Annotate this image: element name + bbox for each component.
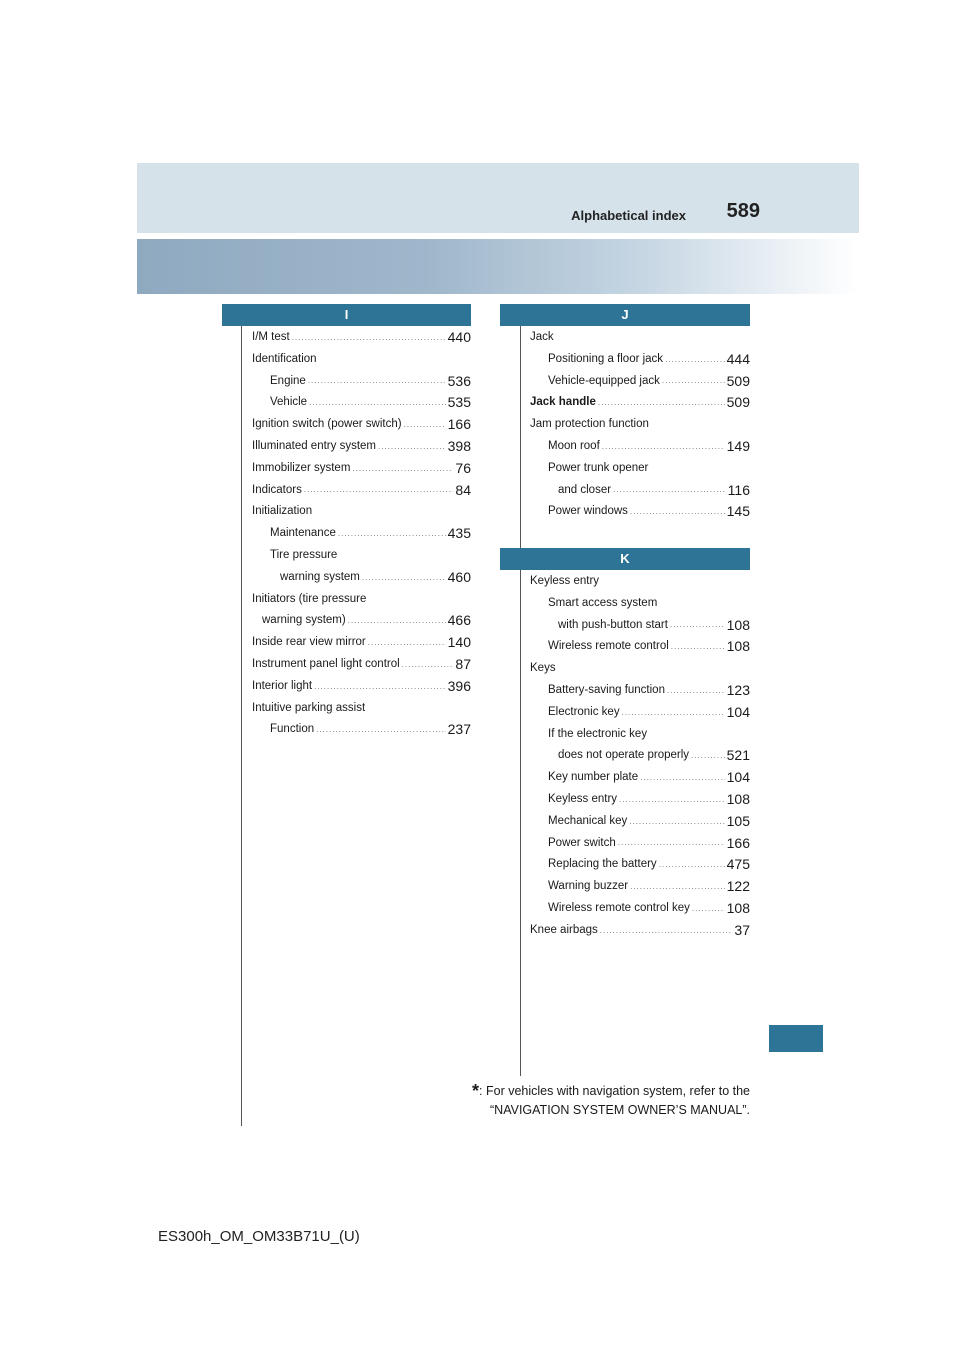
index-entry	[530, 480, 750, 502]
index-entry-page: 140	[447, 634, 471, 651]
dot-leader	[692, 905, 725, 913]
dot-leader	[338, 530, 446, 538]
index-column-j	[530, 327, 750, 523]
gradient-band	[137, 239, 859, 294]
index-entry	[530, 571, 750, 593]
index-entry-label: Wireless remote control	[548, 640, 669, 653]
index-entry-label: Interior light	[252, 679, 313, 692]
index-entry-label: Ignition switch (power switch)	[252, 418, 402, 431]
dot-leader	[670, 621, 725, 629]
index-entry	[530, 458, 750, 480]
index-entry-label: Initialization	[252, 505, 313, 518]
index-entry-page: 108	[726, 616, 750, 633]
index-entry	[530, 702, 750, 724]
index-entry	[252, 414, 471, 436]
index-entry	[252, 676, 471, 698]
index-entry-label: Smart access system	[548, 596, 658, 609]
index-entry-label: Power windows	[548, 505, 628, 518]
index-entry	[530, 371, 750, 393]
index-entry-label: Power switch	[548, 836, 616, 849]
index-entry-page: 535	[447, 394, 471, 411]
index-entry-label: and closer	[558, 483, 612, 496]
dot-leader	[662, 377, 725, 385]
index-entry	[530, 680, 750, 702]
index-entry-label: Intuitive parking assist	[252, 701, 366, 714]
dot-leader	[619, 796, 725, 804]
index-entry-page: 536	[447, 372, 471, 389]
index-entry-page: 122	[726, 878, 750, 895]
dot-leader	[630, 508, 725, 516]
index-entry-page: 108	[726, 899, 750, 916]
index-entry-label: Vehicle	[270, 396, 308, 409]
index-entry-label: Keys	[530, 662, 556, 675]
index-column-k	[530, 571, 750, 942]
index-entry	[252, 371, 471, 393]
index-entry	[530, 349, 750, 371]
dot-leader	[622, 709, 725, 717]
index-entry-label: Inside rear view mirror	[252, 636, 366, 649]
dot-leader	[362, 574, 446, 582]
index-entry-page: 76	[455, 459, 471, 476]
index-entry-page: 123	[726, 681, 750, 698]
dot-leader	[308, 377, 446, 385]
index-entry	[252, 349, 471, 371]
index-entry-page: 145	[726, 503, 750, 520]
dot-leader	[304, 486, 454, 494]
index-entry	[252, 610, 471, 632]
dot-leader	[602, 443, 725, 451]
index-entry	[530, 833, 750, 855]
section-header-j: J	[500, 304, 750, 326]
dot-leader	[309, 399, 446, 407]
index-entry	[252, 632, 471, 654]
dot-leader	[630, 883, 725, 891]
index-entry-page: 149	[726, 437, 750, 454]
footnote-star: *	[472, 1081, 480, 1101]
dot-leader	[659, 861, 725, 869]
index-entry-label: Electronic key	[548, 705, 620, 718]
index-entry-label: Function	[270, 723, 315, 736]
index-entry	[530, 920, 750, 942]
index-entry-label: Jack	[530, 331, 554, 343]
index-entry-page: 509	[726, 394, 750, 411]
index-entry-label: Illuminated entry system	[252, 439, 376, 452]
footnote-line-1: : For vehicles with navigation system, refer to the	[479, 1084, 750, 1098]
index-entry-label: Keyless entry	[530, 575, 600, 587]
dot-leader	[352, 465, 453, 473]
index-entry	[530, 745, 750, 767]
index-entry-page: 440	[447, 329, 471, 345]
index-entry-page: 108	[726, 638, 750, 655]
page-title: Alphabetical index	[571, 208, 686, 223]
index-entry	[530, 767, 750, 789]
index-entry	[252, 436, 471, 458]
index-entry-page: 444	[726, 350, 750, 367]
index-entry	[252, 698, 471, 720]
index-entry	[252, 545, 471, 567]
index-entry	[252, 523, 471, 545]
index-entry-label: does not operate properly	[558, 749, 690, 762]
footnote-line-2: “NAVIGATION SYSTEM OWNER’S MANUAL”.	[490, 1103, 750, 1117]
index-entry	[530, 898, 750, 920]
dot-leader	[404, 421, 446, 429]
index-entry-label: Jam protection function	[530, 418, 649, 431]
index-entry-page: 521	[726, 747, 750, 764]
index-entry-label: Immobilizer system	[252, 461, 351, 474]
index-entry-label: Wireless remote control key	[548, 901, 690, 914]
index-entry-label: Key number plate	[548, 771, 639, 784]
index-entry	[530, 392, 750, 414]
page-number: 589	[726, 200, 760, 222]
index-entry-page: 460	[447, 568, 471, 585]
dot-leader	[613, 486, 726, 494]
dot-leader	[629, 818, 724, 826]
section-header-k: K	[500, 548, 750, 570]
dot-leader	[316, 726, 446, 734]
index-entry	[530, 615, 750, 637]
index-entry	[530, 327, 750, 349]
index-entry-page: 398	[447, 437, 471, 454]
dot-leader	[368, 639, 446, 647]
index-entry-label: Identification	[252, 352, 317, 365]
index-entry-label: warning system	[280, 570, 360, 583]
index-entry-label: Instrument panel light control	[252, 657, 400, 670]
dot-leader	[640, 774, 725, 782]
section-header-i: I	[222, 304, 471, 326]
index-entry-label: If the electronic key	[548, 727, 648, 740]
index-entry	[530, 501, 750, 523]
index-entry	[252, 567, 471, 589]
dot-leader	[671, 643, 725, 651]
footnote	[472, 1082, 750, 1120]
dot-leader	[348, 617, 446, 625]
index-entry-label: Replacing the battery	[548, 858, 657, 871]
index-entry	[530, 436, 750, 458]
index-column-i	[252, 327, 471, 741]
index-entry-page: 104	[726, 769, 750, 786]
index-entry-label: with push-button start	[558, 618, 668, 631]
index-entry	[530, 414, 750, 436]
index-entry-page: 237	[447, 721, 471, 738]
column-divider-left	[241, 318, 242, 1126]
index-entry-label: Maintenance	[270, 527, 336, 540]
index-entry-label: Indicators	[252, 483, 302, 496]
index-entry-page: 466	[447, 612, 471, 629]
index-entry-label: warning system)	[262, 614, 346, 627]
index-entry-page: 435	[447, 525, 471, 542]
index-entry-page: 84	[455, 481, 471, 498]
dot-leader	[667, 687, 725, 695]
index-entry	[530, 636, 750, 658]
index-entry-label: Warning buzzer	[548, 880, 629, 893]
index-entry-page: 116	[727, 481, 750, 498]
index-entry-page: 37	[734, 921, 750, 938]
index-entry	[252, 654, 471, 676]
index-entry-label: Mechanical key	[548, 814, 628, 827]
index-entry	[252, 327, 471, 349]
index-entry-page: 104	[726, 703, 750, 720]
index-entry-label: Tire pressure	[270, 548, 338, 561]
index-entry-page: 475	[726, 856, 750, 873]
index-entry	[530, 724, 750, 746]
index-entry-page: 396	[447, 677, 471, 694]
chapter-tab	[769, 1025, 823, 1052]
dot-leader	[691, 752, 725, 760]
index-entry-label: Vehicle-equipped jack	[548, 374, 660, 387]
dot-leader	[600, 927, 733, 935]
index-entry	[252, 501, 471, 523]
index-entry-page: 108	[726, 790, 750, 807]
index-entry	[530, 593, 750, 615]
index-entry	[530, 811, 750, 833]
dot-leader	[618, 839, 725, 847]
dot-leader	[402, 661, 454, 669]
index-entry-page: 105	[726, 812, 750, 829]
index-entry	[530, 658, 750, 680]
index-entry-label: Positioning a floor jack	[548, 352, 664, 365]
index-entry-label: Jack handle	[530, 396, 596, 409]
index-entry	[530, 876, 750, 898]
dot-leader	[314, 683, 446, 691]
index-entry-label: I/M test	[252, 331, 290, 343]
index-entry-label: Moon roof	[548, 439, 600, 452]
index-entry	[252, 392, 471, 414]
column-divider-middle	[520, 318, 521, 1076]
index-entry-label: Battery-saving function	[548, 683, 665, 696]
index-entry-label: Keyless entry	[548, 792, 618, 805]
index-entry-label: Power trunk opener	[548, 461, 649, 474]
dot-leader	[598, 399, 725, 407]
index-entry-page: 87	[455, 655, 471, 672]
index-entry-label: Engine	[270, 374, 306, 387]
index-entry-label: Initiators (tire pressure	[252, 592, 367, 605]
index-entry	[530, 789, 750, 811]
index-entry	[252, 719, 471, 741]
index-entry-page: 166	[726, 834, 750, 851]
dot-leader	[292, 334, 446, 342]
document-code: ES300h_OM_OM33B71U_(U)	[158, 1228, 360, 1245]
index-entry-page: 509	[726, 372, 750, 389]
index-entry	[530, 854, 750, 876]
dot-leader	[665, 356, 725, 364]
index-entry	[252, 589, 471, 611]
index-entry	[252, 480, 471, 502]
index-entry	[252, 458, 471, 480]
dot-leader	[378, 443, 446, 451]
index-entry-page: 166	[447, 416, 471, 433]
index-entry-label: Knee airbags	[530, 923, 598, 936]
